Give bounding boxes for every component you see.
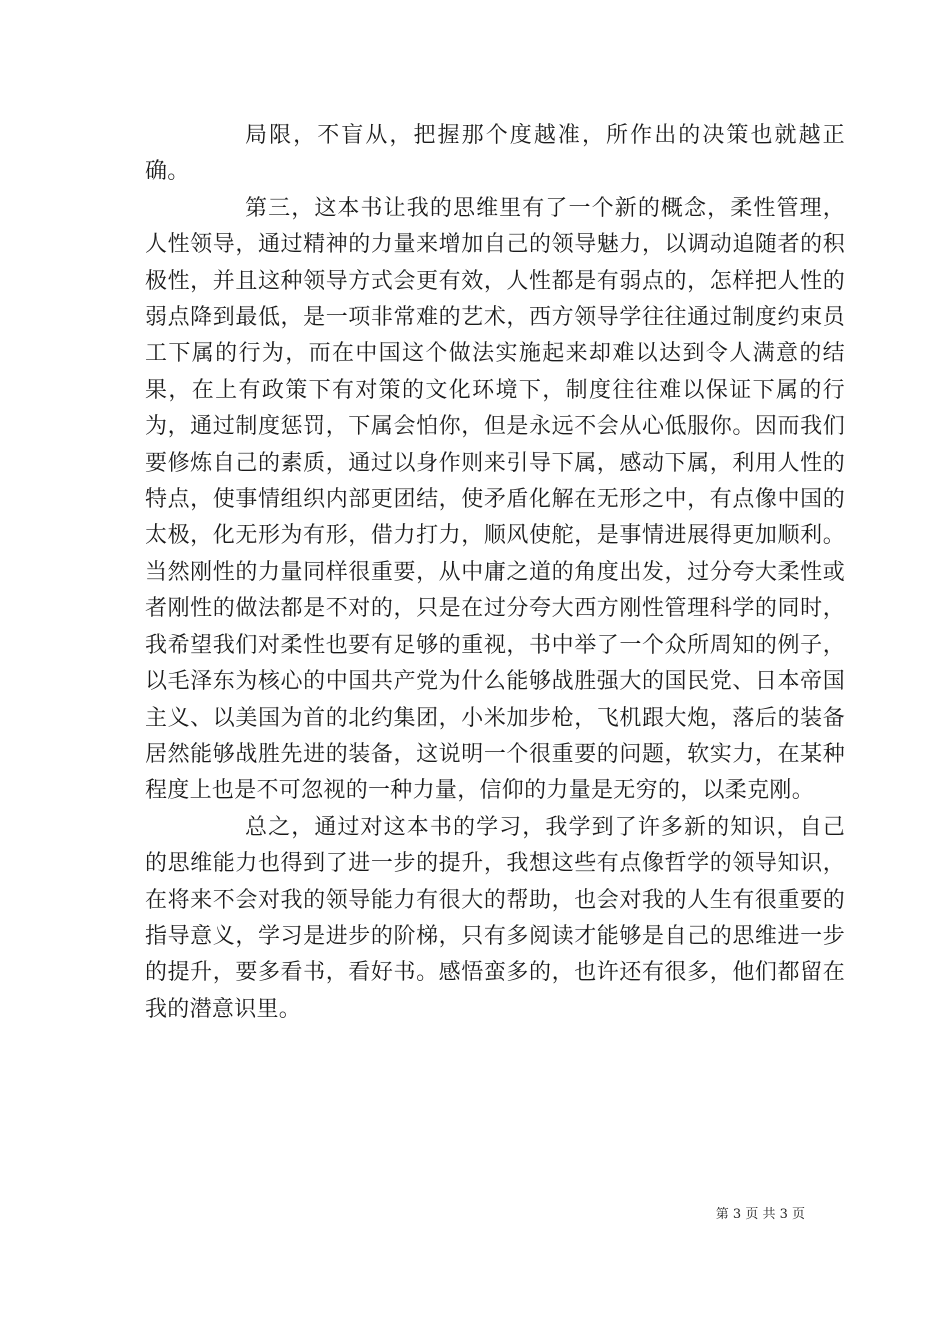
paragraph-3: 总之，通过对这本书的学习，我学到了许多新的知识，自己的思维能力也得到了进一步的提升，我想这些有点像哲学的领导知识，在将来不会对我的领导能力有很大的帮助，也会对我的人生有很重要的指导意义，学习是进步的阶梯，只有多阅读才能够是自己的思维进一步的提升，要多看书，看好书。感悟蛮多的，也许还有很多，他们都留在我的潜意识里。 xyxy=(145,814,845,1022)
paragraph-2: 第三，这本书让我的思维里有了一个新的概念，柔性管理，人性领导，通过精神的力量来增加自己的领导魅力，以调动追随者的积极性，并且这种领导方式会更有效，人性都是有弱点的，怎样把人性的弱点降到最低，是一项非常难的艺术，西方领导学往往通过制度约束员工下属的行为，而在中国这个做法实施起来却难以达到令人满意的结果，在上有政策下有对策的文化环境下，制度往往难以保证下属的行为，通过制度惩罚，下属会怕你，但是永远不会从心低服你。因而我们要修炼自己的素质，通过以身作则来引导下属，感动下属，利用人性的特点，使事情组织内部更团结，使矛盾化解在无形之中，有点像中国的太极，化无形为有形，借力打力，顺风使舵，是事情进展得更加顺利。当然刚性的力量同样很重要，从中庸之道的角度出发，过分夸大柔性或者刚性的做法都是不对的，只是在过分夸大西方刚性管理科学的同时，我希望我们对柔性也要有足够的重视，书中举了一个众所周知的例子，以毛泽东为核心的中国共产党为什么能够战胜强大的国民党、日本帝国主义、以美国为首的北约集团，小米加步枪，飞机跟大炮，落后的装备居然能够战胜先进的装备，这说明一个很重要的问题，软实力，在某种程度上也是不可忽视的一种力量，信仰的力量是无穷的，以柔克刚。 xyxy=(145,195,845,804)
paragraph-1: 局限，不盲从，把握那个度越准，所作出的决策也就越正确。 xyxy=(145,123,845,185)
page-number-footer: 第 3 页 共 3 页 xyxy=(715,1207,805,1222)
document-body xyxy=(145,118,845,1028)
